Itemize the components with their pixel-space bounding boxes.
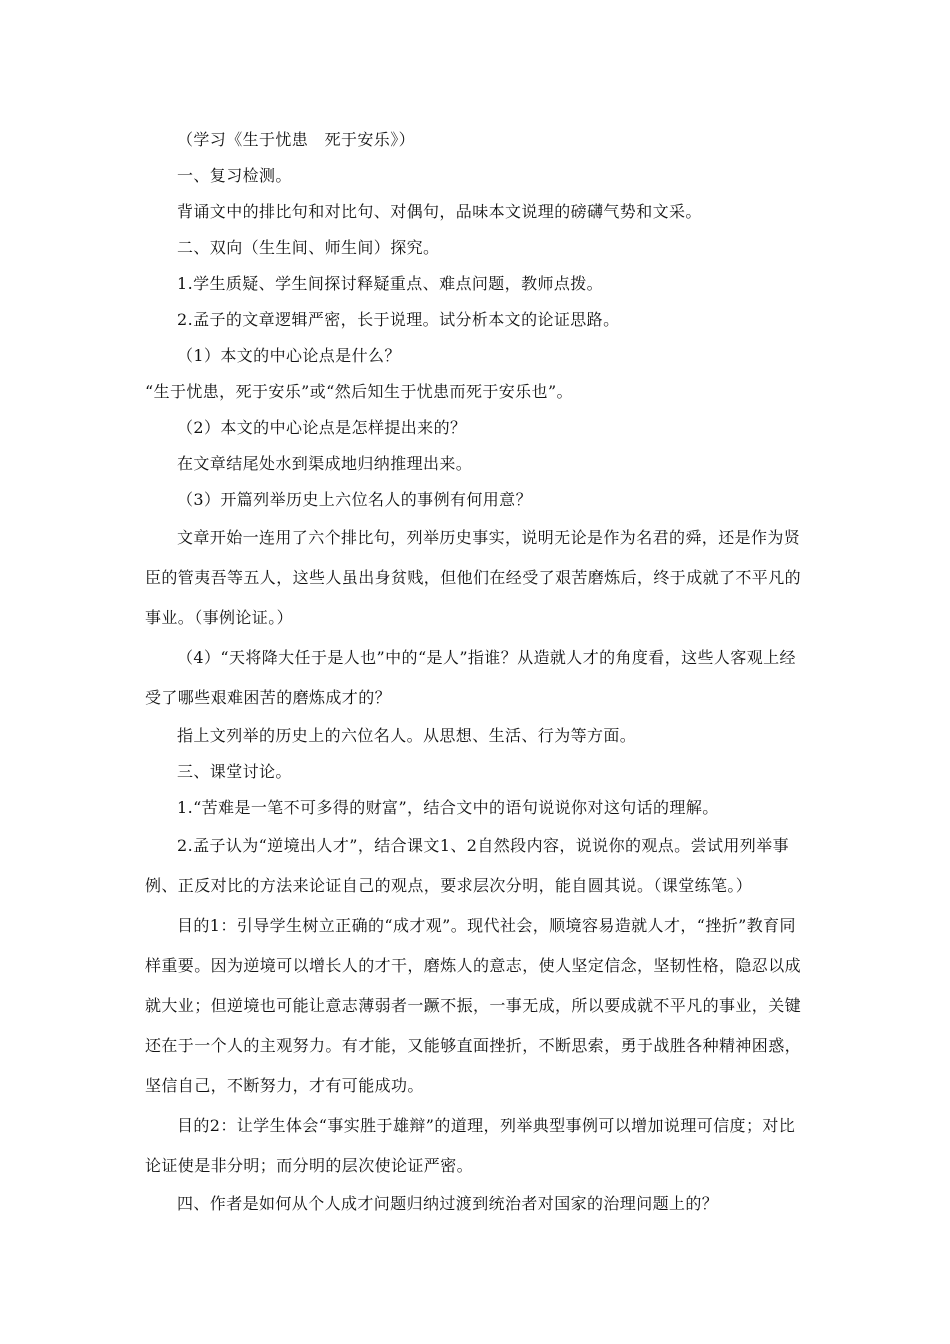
question: （1）本文的中心论点是什么？ xyxy=(177,346,401,365)
paragraph: 1.学生质疑、学生间探讨释疑重点、难点问题，教师点拨。 xyxy=(177,274,604,293)
section-heading-question: 四、作者是如何从个人成才问题归纳过渡到统治者对国家的治理问题上的？ xyxy=(177,1194,719,1213)
question: （2）本文的中心论点是怎样提出来的？ xyxy=(177,418,467,437)
section-heading-review: 一、复习检测。 xyxy=(177,166,292,185)
answer: “生于忧患，死于安乐”或“然后知生于忧患而死于安乐也”。 xyxy=(145,382,573,401)
paragraph: 目的1：引导学生树立正确的“成才观”。现代社会，顺境容易造就人才，“挫折”教育同样重要。因为逆境可以增长人的才干，磨炼人的意志，使人坚定信念，坚韧性格，隐忍以成就大业；但逆境也可能让意志薄弱者一蹶不振，一事无成，所以要成就不平凡的事业，关键还在于一个人的主观努力。有才能，又能够直面挫折，不断思索，勇于战胜各种精神困惑，坚信自己，不断努力，才有可能成功。 xyxy=(145,916,802,1095)
answer: 指上文列举的历史上的六位名人。从思想、生活、行为等方面。 xyxy=(177,726,637,745)
document-body xyxy=(145,122,807,1222)
paragraph: 目的2：让学生体会“事实胜于雄辩”的道理，列举典型事例可以增加说理可信度；对比论证使是非分明；而分明的层次使论证严密。 xyxy=(145,1116,796,1175)
paragraph: 背诵文中的排比句和对比句、对偶句，品味本文说理的磅礴气势和文采。 xyxy=(177,202,702,221)
paragraph: 2.孟子的文章逻辑严密，长于说理。试分析本文的论证思路。 xyxy=(177,310,620,329)
question: （4）“天将降大任于是人也”中的“是人”指谁？从造就人才的角度看，这些人客观上经受了哪些艰难困苦的磨炼成才的？ xyxy=(145,648,796,707)
paragraph: 1.“苦难是一笔不可多得的财富”，结合文中的语句说说你对这句话的理解。 xyxy=(177,798,719,817)
answer: 在文章结尾处水到渠成地归纳推理出来。 xyxy=(177,454,473,473)
question: （3）开篇列举历史上六位名人的事例有何用意？ xyxy=(177,490,532,509)
section-heading-inquiry: 二、双向（生生间、师生间）探究。 xyxy=(177,238,440,257)
lesson-subtitle: （学习《生于忧患 死于安乐》） xyxy=(177,130,416,149)
paragraph: 2.孟子认为“逆境出人才”，结合课文1、2自然段内容，说说你的观点。尝试用列举事例、正反对比的方法来论证自己的观点，要求层次分明，能自圆其说。（课堂练笔。） xyxy=(145,836,789,895)
answer: 文章开始一连用了六个排比句，列举历史事实，说明无论是作为名君的舜，还是作为贤臣的管夷吾等五人，这些人虽出身贫贱，但他们在经受了艰苦磨炼后，终于成就了不平凡的事业。（事例论证。） xyxy=(145,528,802,627)
section-heading-discussion: 三、课堂讨论。 xyxy=(177,762,292,781)
